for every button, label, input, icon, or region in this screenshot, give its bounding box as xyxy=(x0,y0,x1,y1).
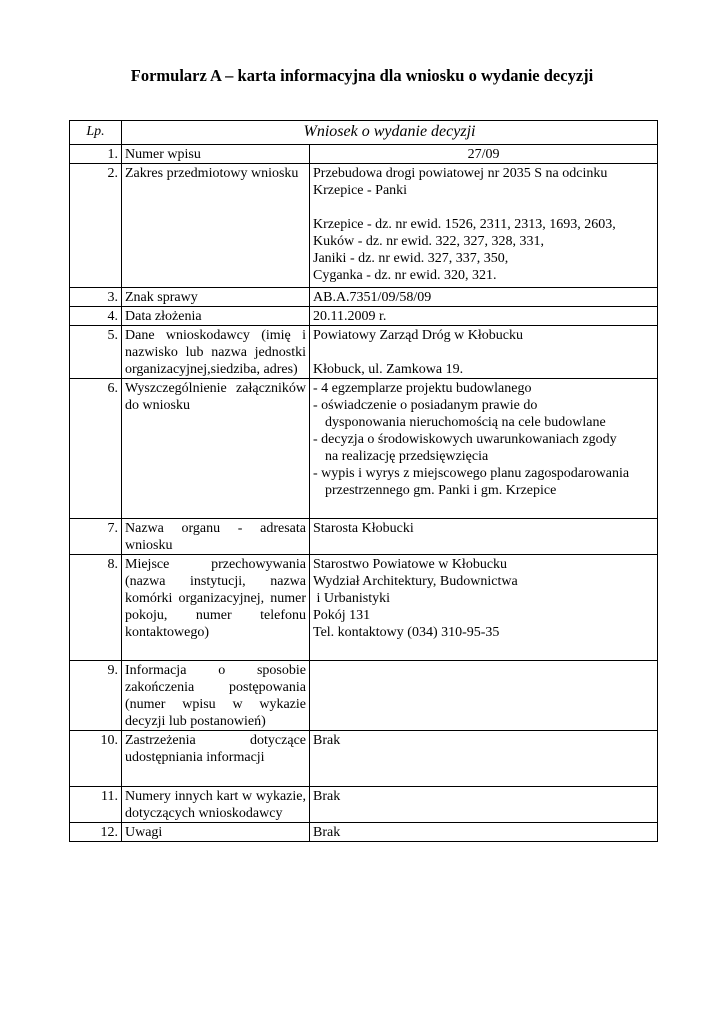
value-line: 27/09 xyxy=(467,147,500,162)
application-info-table xyxy=(69,120,658,842)
row-number: 11. xyxy=(70,787,122,823)
row-number: 5. xyxy=(70,326,122,379)
table-row xyxy=(70,288,658,307)
row-label: Wyszczególnienie załączników do wniosku xyxy=(122,379,310,519)
row-value xyxy=(310,787,658,823)
value-line: Brak xyxy=(313,789,341,804)
table-row xyxy=(70,823,658,842)
row-label: Zakres przedmiotowy wniosku xyxy=(122,164,310,288)
row-number: 1. xyxy=(70,145,122,164)
value-line: Janiki - dz. nr ewid. 327, 337, 350, xyxy=(313,251,509,266)
row-label: Zastrzeżenia dotyczące udostępniania informacji xyxy=(122,731,310,787)
value-line: - oświadczenie o posiadanym prawie do xyxy=(313,398,538,413)
value-line: Przebudowa drogi powiatowej nr 2035 S na odcinku xyxy=(313,166,608,181)
row-value xyxy=(310,823,658,842)
value-line: 20.11.2009 r. xyxy=(313,309,387,324)
value-line: AB.A.7351/09/58/09 xyxy=(313,290,432,305)
row-value xyxy=(310,555,658,661)
table-row xyxy=(70,555,658,661)
row-value xyxy=(310,519,658,555)
value-line: Krzepice - dz. nr ewid. 1526, 2311, 2313, 1693, 2603, xyxy=(313,217,616,232)
table-row xyxy=(70,164,658,288)
row-label: Miejsce przechowywania (nazwa instytucji, nazwa komórki organizacyjnej, numer pokoju, numer telefonu kontaktowego) xyxy=(122,555,310,661)
row-number: 12. xyxy=(70,823,122,842)
value-line: przestrzennego gm. Panki i gm. Krzepice xyxy=(325,483,557,498)
row-number: 6. xyxy=(70,379,122,519)
table-row xyxy=(70,379,658,519)
value-line: Kuków - dz. nr ewid. 322, 327, 328, 331, xyxy=(313,234,544,249)
table-header-row xyxy=(70,121,658,145)
table-row xyxy=(70,145,658,164)
row-label: Numery innych kart w wykazie, dotyczących wnioskodawcy xyxy=(122,787,310,823)
header-application: Wniosek o wydanie decyzji xyxy=(122,121,658,145)
value-line: Powiatowy Zarząd Dróg w Kłobucku xyxy=(313,328,523,343)
value-line: Tel. kontaktowy (034) 310-95-35 xyxy=(313,625,500,640)
row-value xyxy=(310,288,658,307)
value-line: Pokój 131 xyxy=(313,608,371,623)
row-number: 9. xyxy=(70,661,122,731)
value-line: Starostwo Powiatowe w Kłobucku xyxy=(313,557,508,572)
row-number: 10. xyxy=(70,731,122,787)
document-title: Formularz A – karta informacyjna dla wniosku o wydanie decyzji xyxy=(130,66,594,85)
value-line: Kłobuck, ul. Zamkowa 19. xyxy=(313,362,464,377)
row-value xyxy=(310,731,658,787)
row-number: 8. xyxy=(70,555,122,661)
row-label: Znak sprawy xyxy=(122,288,310,307)
row-value xyxy=(310,326,658,379)
table-row xyxy=(70,731,658,787)
table-row xyxy=(70,519,658,555)
value-line: Cyganka - dz. nr ewid. 320, 321. xyxy=(313,268,497,283)
header-lp: Lp. xyxy=(70,121,122,145)
row-number: 2. xyxy=(70,164,122,288)
row-label: Numer wpisu xyxy=(122,145,310,164)
row-value xyxy=(310,379,658,519)
row-number: 3. xyxy=(70,288,122,307)
value-line: - decyzja o środowiskowych uwarunkowaniach zgody xyxy=(313,432,617,447)
row-label: Nazwa organu - adresata wniosku xyxy=(122,519,310,555)
value-line: na realizację przedsięwzięcia xyxy=(325,449,489,464)
row-label: Dane wnioskodawcy (imię i nazwisko lub nazwa jednostki organizacyjnej,siedziba, adres) xyxy=(122,326,310,379)
row-value xyxy=(310,307,658,326)
value-line: i Urbanistyki xyxy=(313,591,390,606)
value-line: - 4 egzemplarze projektu budowlanego xyxy=(313,381,532,396)
value-line: Wydział Architektury, Budownictwa xyxy=(313,574,518,589)
value-line: Brak xyxy=(313,825,341,840)
table-row xyxy=(70,661,658,731)
row-label: Data złożenia xyxy=(122,307,310,326)
value-line: Brak xyxy=(313,733,341,748)
value-line: - wypis i wyrys z miejscowego planu zagospodarowania xyxy=(313,466,630,481)
row-label: Uwagi xyxy=(122,823,310,842)
row-number: 4. xyxy=(70,307,122,326)
value-line: dysponowania nieruchomością na cele budowlane xyxy=(325,415,606,430)
table-row xyxy=(70,326,658,379)
row-number: 7. xyxy=(70,519,122,555)
value-line: Starosta Kłobucki xyxy=(313,521,414,536)
table-row xyxy=(70,787,658,823)
row-value xyxy=(310,164,658,288)
value-line: Krzepice - Panki xyxy=(313,183,408,198)
table-row xyxy=(70,307,658,326)
row-value xyxy=(310,661,658,731)
row-value xyxy=(310,145,658,164)
row-label: Informacja o sposobie zakończenia postępowania (numer wpisu w wykazie decyzji lub postanowień) xyxy=(122,661,310,731)
